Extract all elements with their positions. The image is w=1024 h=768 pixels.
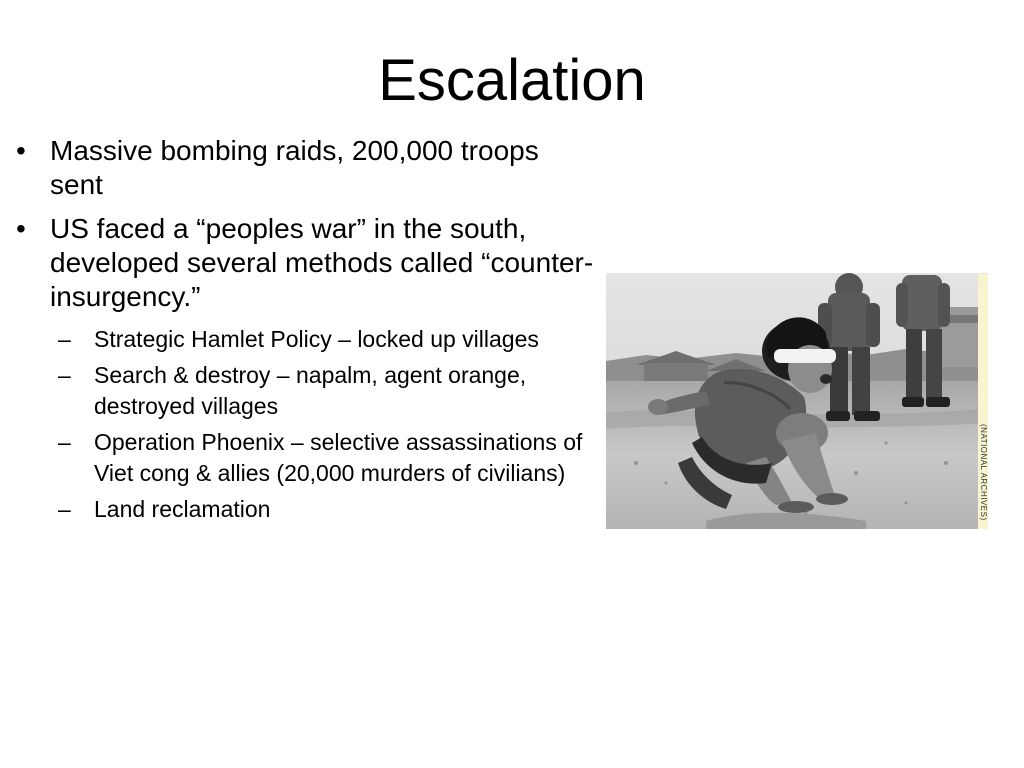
bullet-item <box>16 212 596 314</box>
sub-bullet-item <box>16 360 596 422</box>
photo <box>606 273 988 529</box>
sub-bullet-text: Operation Phoenix – selective assassinations of Viet cong & allies (20,000 murders of civilians) <box>94 429 583 486</box>
photo-illustration <box>606 273 988 529</box>
photo-credit: (NATIONAL ARCHIVES) <box>979 424 988 521</box>
photo-credit-strip <box>978 274 988 529</box>
sub-bullet-list <box>16 324 596 525</box>
sub-bullet-marker: – <box>58 326 71 352</box>
bullet-marker: • <box>16 135 26 166</box>
sub-bullet-marker: – <box>58 362 71 388</box>
bullet-text: US faced a “peoples war” in the south, developed several methods called “counter-insurgency.” <box>50 213 594 312</box>
sub-bullet-item <box>16 324 596 355</box>
slide-title: Escalation <box>378 48 646 113</box>
sub-bullet-item <box>16 427 596 489</box>
sub-bullet-text: Land reclamation <box>94 496 271 522</box>
bullet-item <box>16 134 596 202</box>
sub-bullet-marker: – <box>58 429 71 455</box>
bullet-text: Massive bombing raids, 200,000 troops sent <box>50 135 539 200</box>
sub-bullet-item <box>16 494 596 525</box>
sub-bullet-text: Search & destroy – napalm, agent orange, destroyed villages <box>94 362 527 419</box>
bullet-marker: • <box>16 213 26 244</box>
sub-bullet-text: Strategic Hamlet Policy – locked up villages <box>94 326 539 352</box>
sub-bullet-marker: – <box>58 496 71 522</box>
bullet-list <box>16 134 596 530</box>
